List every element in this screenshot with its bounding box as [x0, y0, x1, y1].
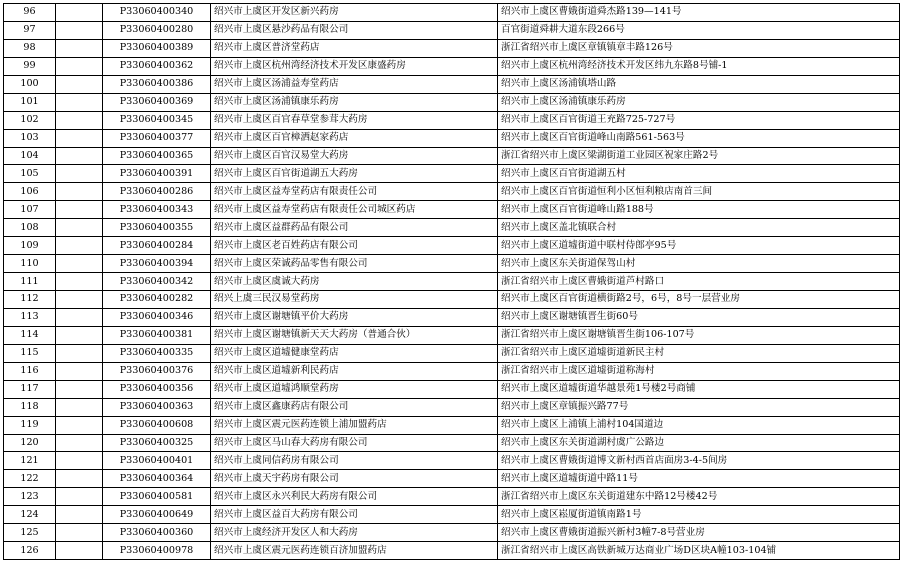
blank-cell [56, 75, 103, 93]
code-cell: P33060400346 [103, 308, 211, 326]
name-cell: 绍兴市上虞区汤浦镇康乐药房 [211, 93, 498, 111]
address-cell: 绍兴市上虞区百官街道湖五村 [498, 165, 900, 183]
blank-cell [56, 470, 103, 488]
address-cell: 浙江省绍兴市上虞区曹娥街道芦村路口 [498, 273, 900, 291]
row-number-cell: 106 [4, 183, 56, 201]
address-cell: 绍兴市上虞区道墟街道中联村侍郎亭95号 [498, 237, 900, 255]
name-cell: 绍兴市上虞区谢塘镇新天天大药房（普通合伙） [211, 326, 498, 344]
name-cell: 绍兴市上虞同信药房有限公司 [211, 452, 498, 470]
name-cell: 绍兴市上虞区益寿堂药店有限责任公司城区药店 [211, 201, 498, 219]
code-cell: P33060400364 [103, 470, 211, 488]
blank-cell [56, 506, 103, 524]
row-number-cell: 112 [4, 291, 56, 309]
address-cell: 绍兴市上虞区章镇振兴路77号 [498, 398, 900, 416]
row-number-cell: 104 [4, 147, 56, 165]
address-cell: 绍兴市上虞区曹娥街道舜杰路139—141号 [498, 4, 900, 22]
name-cell: 绍兴市上虞经济开发区人和大药房 [211, 524, 498, 542]
row-number-cell: 101 [4, 93, 56, 111]
name-cell: 绍兴市上虞区百官春草堂参茸大药房 [211, 111, 498, 129]
blank-cell [56, 308, 103, 326]
blank-cell [56, 434, 103, 452]
code-cell: P33060400360 [103, 524, 211, 542]
table-row [4, 488, 900, 506]
code-cell: P33060400401 [103, 452, 211, 470]
table-row [4, 255, 900, 273]
code-cell: P33060400394 [103, 255, 211, 273]
table-row [4, 219, 900, 237]
code-cell: P33060400282 [103, 291, 211, 309]
blank-cell [56, 524, 103, 542]
blank-cell [56, 93, 103, 111]
name-cell: 绍兴市上虞区益百大药房有限公司 [211, 506, 498, 524]
pharmacy-table [3, 3, 900, 560]
code-cell: P33060400286 [103, 183, 211, 201]
blank-cell [56, 488, 103, 506]
blank-cell [56, 147, 103, 165]
table-row [4, 129, 900, 147]
name-cell: 绍兴市上虞区杭州湾经济技术开发区康盛药房 [211, 57, 498, 75]
row-number-cell: 111 [4, 273, 56, 291]
row-number-cell: 123 [4, 488, 56, 506]
address-cell: 浙江省绍兴市上虞区章镇镇章丰路126号 [498, 39, 900, 57]
name-cell: 绍兴市上虞区开发区新兴药房 [211, 4, 498, 22]
address-cell: 浙江省绍兴市上虞区道墟街道称海村 [498, 362, 900, 380]
code-cell: P33060400386 [103, 75, 211, 93]
blank-cell [56, 344, 103, 362]
row-number-cell: 96 [4, 4, 56, 22]
address-cell: 浙江省绍兴市上虞区东关街道建东中路12号楼42号 [498, 488, 900, 506]
table-row [4, 362, 900, 380]
blank-cell [56, 201, 103, 219]
code-cell: P33060400649 [103, 506, 211, 524]
row-number-cell: 110 [4, 255, 56, 273]
row-number-cell: 120 [4, 434, 56, 452]
code-cell: P33060400340 [103, 4, 211, 22]
row-number-cell: 103 [4, 129, 56, 147]
blank-cell [56, 291, 103, 309]
row-number-cell: 102 [4, 111, 56, 129]
blank-cell [56, 362, 103, 380]
address-cell: 浙江省绍兴市上虞区谢塘镇晋生街106-107号 [498, 326, 900, 344]
code-cell: P33060400343 [103, 201, 211, 219]
code-cell: P33060400377 [103, 129, 211, 147]
row-number-cell: 122 [4, 470, 56, 488]
code-cell: P33060400345 [103, 111, 211, 129]
blank-cell [56, 416, 103, 434]
address-cell: 浙江省绍兴市上虞区梁湖街道工业园区祝家庄路2号 [498, 147, 900, 165]
row-number-cell: 105 [4, 165, 56, 183]
blank-cell [56, 326, 103, 344]
name-cell: 绍兴上虞三民汉易堂药房 [211, 291, 498, 309]
address-cell: 百官街道舜耕大道东段266号 [498, 21, 900, 39]
name-cell: 绍兴市上虞区悬沙药品有限公司 [211, 21, 498, 39]
name-cell: 绍兴市上虞区益群药品有限公司 [211, 219, 498, 237]
name-cell: 绍兴市上虞区百官街道湖五大药房 [211, 165, 498, 183]
table-row [4, 344, 900, 362]
table-row [4, 57, 900, 75]
table-row [4, 416, 900, 434]
row-number-cell: 114 [4, 326, 56, 344]
code-cell: P33060400363 [103, 398, 211, 416]
code-cell: P33060400365 [103, 147, 211, 165]
code-cell: P33060400369 [103, 93, 211, 111]
code-cell: P33060400335 [103, 344, 211, 362]
name-cell: 绍兴市上虞区汤浦益寿堂药店 [211, 75, 498, 93]
name-cell: 绍兴市上虞区震元医药连锁上浦加盟药店 [211, 416, 498, 434]
name-cell: 绍兴市上虞区道墟新利民药店 [211, 362, 498, 380]
row-number-cell: 115 [4, 344, 56, 362]
table-row [4, 326, 900, 344]
name-cell: 绍兴市上虞区虞诚大药房 [211, 273, 498, 291]
name-cell: 绍兴市上虞区马山春大药房有限公司 [211, 434, 498, 452]
blank-cell [56, 39, 103, 57]
table-row [4, 165, 900, 183]
row-number-cell: 124 [4, 506, 56, 524]
row-number-cell: 107 [4, 201, 56, 219]
table-row [4, 524, 900, 542]
blank-cell [56, 183, 103, 201]
row-number-cell: 99 [4, 57, 56, 75]
table-row [4, 39, 900, 57]
code-cell: P33060400284 [103, 237, 211, 255]
blank-cell [56, 165, 103, 183]
blank-cell [56, 273, 103, 291]
table-row [4, 398, 900, 416]
name-cell: 绍兴市上虞区百官汉易堂大药房 [211, 147, 498, 165]
code-cell: P33060400978 [103, 542, 211, 560]
name-cell: 绍兴市上虞天宇药房有限公司 [211, 470, 498, 488]
address-cell: 绍兴市上虞区百官街道横街路2号，6号，8号一层营业房 [498, 291, 900, 309]
code-cell: P33060400608 [103, 416, 211, 434]
blank-cell [56, 4, 103, 22]
table-row [4, 380, 900, 398]
address-cell: 绍兴市上虞区汤浦镇塔山路 [498, 75, 900, 93]
name-cell: 绍兴市上虞区谢塘镇平价大药房 [211, 308, 498, 326]
code-cell: P33060400581 [103, 488, 211, 506]
address-cell: 绍兴市上虞区曹娥街道振兴新村3幢7-8号营业房 [498, 524, 900, 542]
name-cell: 绍兴市上虞区荣诚药品零售有限公司 [211, 255, 498, 273]
address-cell: 绍兴市上虞区道墟街道中路11号 [498, 470, 900, 488]
row-number-cell: 117 [4, 380, 56, 398]
row-number-cell: 108 [4, 219, 56, 237]
row-number-cell: 100 [4, 75, 56, 93]
table-row [4, 201, 900, 219]
table-row [4, 506, 900, 524]
address-cell: 浙江省绍兴市上虞区高铁新城万达商业广场D区块A幢103-104铺 [498, 542, 900, 560]
code-cell: P33060400376 [103, 362, 211, 380]
row-number-cell: 98 [4, 39, 56, 57]
code-cell: P33060400325 [103, 434, 211, 452]
address-cell: 绍兴市上虞区百官街道峰山南路561-563号 [498, 129, 900, 147]
address-cell: 绍兴市上虞区杭州湾经济技术开发区纬九东路8号铺-1 [498, 57, 900, 75]
table-row [4, 4, 900, 22]
row-number-cell: 126 [4, 542, 56, 560]
blank-cell [56, 237, 103, 255]
name-cell: 绍兴市上虞区道墟鸿顺堂药房 [211, 380, 498, 398]
row-number-cell: 125 [4, 524, 56, 542]
table-row [4, 93, 900, 111]
row-number-cell: 121 [4, 452, 56, 470]
address-cell: 绍兴市上虞区百官街道恒利小区恒利粮店南首三间 [498, 183, 900, 201]
table-body [4, 4, 900, 560]
code-cell: P33060400355 [103, 219, 211, 237]
blank-cell [56, 398, 103, 416]
blank-cell [56, 219, 103, 237]
name-cell: 绍兴市上虞区普济堂药店 [211, 39, 498, 57]
table-row [4, 183, 900, 201]
blank-cell [56, 21, 103, 39]
row-number-cell: 97 [4, 21, 56, 39]
code-cell: P33060400391 [103, 165, 211, 183]
name-cell: 绍兴市上虞区震元医药连锁百济加盟药店 [211, 542, 498, 560]
code-cell: P33060400381 [103, 326, 211, 344]
address-cell: 绍兴市上虞区东关街道湖村虞广公路边 [498, 434, 900, 452]
name-cell: 绍兴市上虞区鑫康药店有限公司 [211, 398, 498, 416]
name-cell: 绍兴市上虞区老百姓药店有限公司 [211, 237, 498, 255]
code-cell: P33060400342 [103, 273, 211, 291]
blank-cell [56, 57, 103, 75]
table-row [4, 470, 900, 488]
blank-cell [56, 380, 103, 398]
row-number-cell: 113 [4, 308, 56, 326]
address-cell: 绍兴市上虞区曹娥街道博文新村西首店面房3-4-5间房 [498, 452, 900, 470]
table-row [4, 291, 900, 309]
name-cell: 绍兴市上虞区道墟健康堂药店 [211, 344, 498, 362]
address-cell: 绍兴市上虞区汤浦镇康乐药房 [498, 93, 900, 111]
address-cell: 绍兴市上虞区百官街道王充路725-727号 [498, 111, 900, 129]
blank-cell [56, 111, 103, 129]
code-cell: P33060400280 [103, 21, 211, 39]
blank-cell [56, 452, 103, 470]
table-row [4, 308, 900, 326]
table-row [4, 452, 900, 470]
code-cell: P33060400362 [103, 57, 211, 75]
blank-cell [56, 129, 103, 147]
address-cell: 绍兴市上虞区谢塘镇晋生街60号 [498, 308, 900, 326]
table-row [4, 21, 900, 39]
blank-cell [56, 542, 103, 560]
table-row [4, 75, 900, 93]
table-row [4, 542, 900, 560]
table-row [4, 147, 900, 165]
row-number-cell: 116 [4, 362, 56, 380]
address-cell: 绍兴市上虞区道墟街道华越景苑1号楼2号商铺 [498, 380, 900, 398]
address-cell: 绍兴市上虞区上浦镇上浦村104国道边 [498, 416, 900, 434]
code-cell: P33060400389 [103, 39, 211, 57]
address-cell: 绍兴市上虞区东关街道保驾山村 [498, 255, 900, 273]
table-row [4, 111, 900, 129]
blank-cell [56, 255, 103, 273]
address-cell: 浙江省绍兴市上虞区道墟街道新民主村 [498, 344, 900, 362]
row-number-cell: 118 [4, 398, 56, 416]
address-cell: 绍兴市上虞区盖北镇联合村 [498, 219, 900, 237]
name-cell: 绍兴市上虞区益寿堂药店有限责任公司 [211, 183, 498, 201]
row-number-cell: 109 [4, 237, 56, 255]
table-row [4, 434, 900, 452]
name-cell: 绍兴市上虞区百官樟洒赵家药店 [211, 129, 498, 147]
address-cell: 绍兴市上虞区崧厦街道镇南路1号 [498, 506, 900, 524]
table-row [4, 237, 900, 255]
code-cell: P33060400356 [103, 380, 211, 398]
name-cell: 绍兴市上虞区永兴利民大药房有限公司 [211, 488, 498, 506]
row-number-cell: 119 [4, 416, 56, 434]
address-cell: 绍兴市上虞区百官街道峰山路188号 [498, 201, 900, 219]
table-row [4, 273, 900, 291]
